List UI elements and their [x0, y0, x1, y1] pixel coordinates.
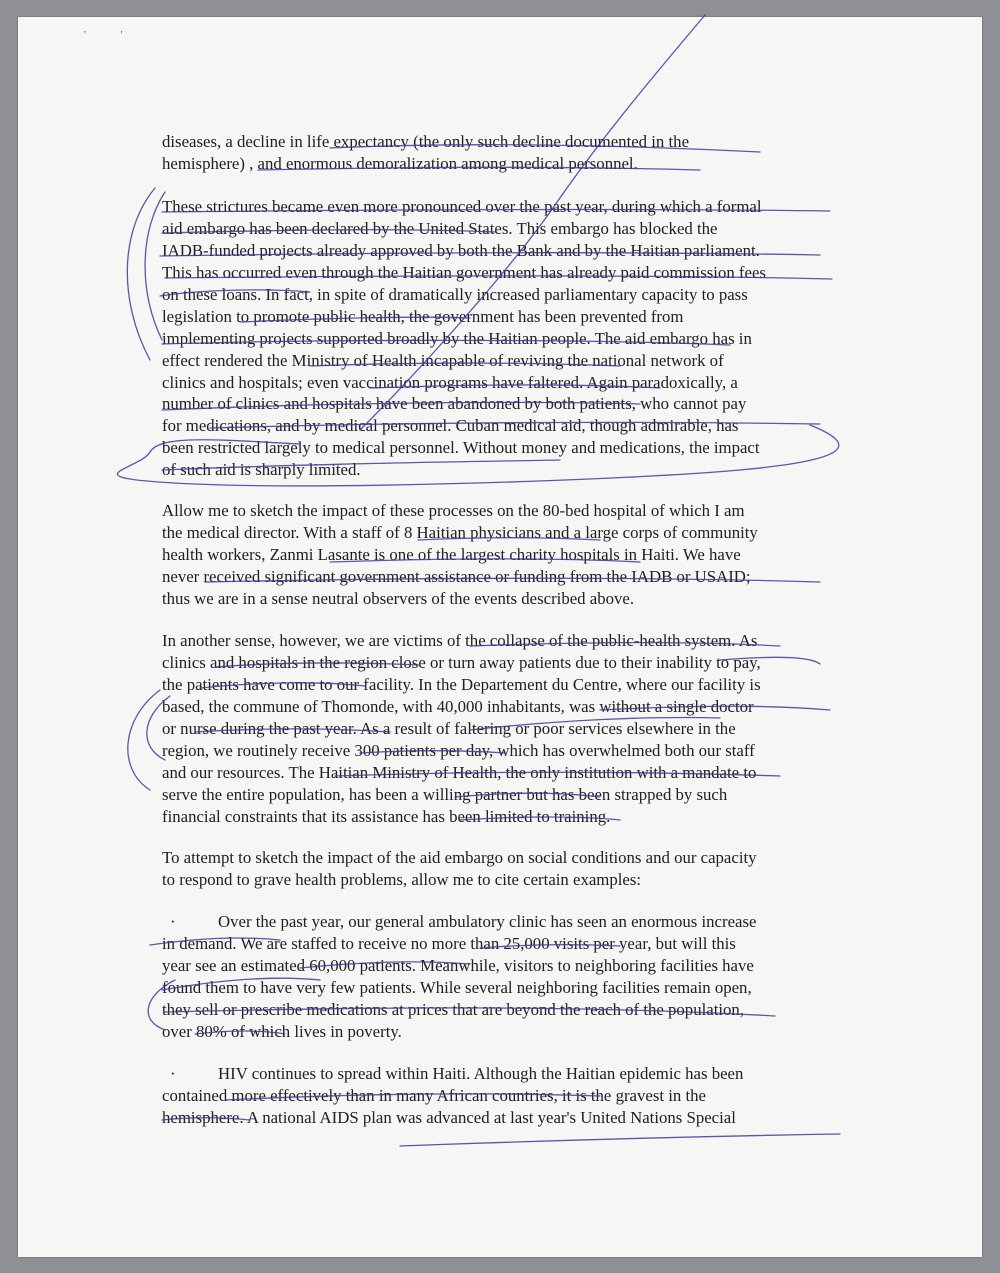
- bullet-2-line-3: hemisphere. A national AIDS plan was advanced at last year's United Nations Special: [162, 1108, 736, 1127]
- paragraph-2-line-11: for medications, and by medical personnel. Cuban medical aid, though admirable, has: [162, 416, 739, 435]
- paragraph-4-line-8: serve the entire population, has been a willing partner but has been strapped by such: [162, 785, 728, 804]
- paragraph-4-line-3: the patients have come to our facility. In the Departement du Centre, where our facility is: [162, 675, 761, 694]
- paragraph-4-line-9: financial constraints that its assistance has been limited to training.: [162, 807, 611, 826]
- paragraph-3-line-1: Allow me to sketch the impact of these processes on the 80-bed hospital of which I am: [162, 501, 745, 520]
- paragraph-2-line-2: aid embargo has been declared by the United States. This embargo has blocked the: [162, 219, 718, 238]
- paragraph-2-line-4: This has occurred even through the Haitian government has already paid commission fees: [162, 263, 766, 282]
- paragraph-3-line-3: health workers, Zanmi Lasante is one of the largest charity hospitals in Haiti. We have: [162, 545, 741, 564]
- paragraph-4-line-5: or nurse during the past year. As a result of faltering or poor services elsewhere in the: [162, 719, 736, 738]
- paragraph-3-line-4: never received significant government assistance or funding from the IADB or USAID;: [162, 567, 751, 586]
- bullet-1-line-1: Over the past year, our general ambulatory clinic has seen an enormous increase: [218, 912, 757, 931]
- paragraph-2-line-5: on these loans. In fact, in spite of dramatically increased parliamentary capacity to pass: [162, 285, 748, 304]
- paragraph-2-line-1: These strictures became even more pronounced over the past year, during which a formal: [162, 197, 762, 216]
- paper-speck: ' ': [84, 30, 123, 41]
- paragraph-2-line-10: number of clinics and hospitals have been abandoned by both patients, who cannot pay: [162, 394, 747, 413]
- paragraph-3-line-2: the medical director. With a staff of 8 Haitian physicians and a large corps of community: [162, 523, 758, 542]
- paragraph-4-line-7: and our resources. The Haitian Ministry of Health, the only institution with a mandate to: [162, 763, 757, 782]
- paragraph-5-line-1: To attempt to sketch the impact of the aid embargo on social conditions and our capacity: [162, 848, 757, 867]
- paragraph-2-line-13: of such aid is sharply limited.: [162, 460, 361, 479]
- bullet-2-line-2: contained more effectively than in many African countries, it is the gravest in the: [162, 1086, 706, 1105]
- bullet-2-line-1: HIV continues to spread within Haiti. Although the Haitian epidemic has been: [218, 1064, 744, 1083]
- bullet-1-line-3: year see an estimated 60,000 patients. Meanwhile, visitors to neighboring facilities have: [162, 956, 754, 975]
- paragraph-2-line-12: been restricted largely to medical personnel. Without money and medications, the impact: [162, 438, 760, 457]
- paragraph-5-line-2: to respond to grave health problems, allow me to cite certain examples:: [162, 870, 642, 889]
- bullet-1-line-6: over 80% of which lives in poverty.: [162, 1022, 402, 1041]
- paragraph-3-line-5: thus we are in a sense neutral observers of the events described above.: [162, 589, 635, 608]
- paragraph-4-line-1: In another sense, however, we are victims of the collapse of the public-health system. As: [162, 631, 758, 650]
- bullet-marker: ·: [170, 912, 176, 931]
- paragraph-2-line-6: legislation to promote public health, the government has been prevented from: [162, 307, 684, 326]
- paragraph-2-line-3: IADB-funded projects already approved by both the Bank and by the Haitian parliament.: [162, 241, 760, 260]
- bullet-1-line-4: found them to have very few patients. While several neighboring facilities remain open,: [162, 978, 752, 997]
- paragraph-2-line-8: effect rendered the Ministry of Health incapable of reviving the national network of: [162, 351, 724, 370]
- bullet-1-line-5: they sell or prescribe medications at prices that are beyond the reach of the population,: [162, 1000, 745, 1019]
- paragraph-4-line-4: based, the commune of Thomonde, with 40,000 inhabitants, was without a single doctor: [162, 697, 754, 716]
- paragraph-2-line-9: clinics and hospitals; even vaccination programs have faltered. Again paradoxically, a: [162, 373, 738, 392]
- paragraph-1-line-1: diseases, a decline in life expectancy (the only such decline documented in the: [162, 132, 690, 151]
- paragraph-2-line-7: implementing projects supported broadly by the Haitian people. The aid embargo has in: [162, 329, 752, 348]
- paragraph-4-line-6: region, we routinely receive 300 patients per day, which has overwhelmed both our staff: [162, 741, 755, 760]
- bullet-marker: ·: [170, 1064, 176, 1083]
- paragraph-4-line-2: clinics and hospitals in the region close or turn away patients due to their inability to pay,: [162, 653, 761, 672]
- paragraph-1-line-2: hemisphere) , and enormous demoralization among medical personnel.: [162, 154, 638, 173]
- bullet-1-line-2: in demand. We are staffed to receive no more than 25,000 visits per year, but will this: [162, 934, 736, 953]
